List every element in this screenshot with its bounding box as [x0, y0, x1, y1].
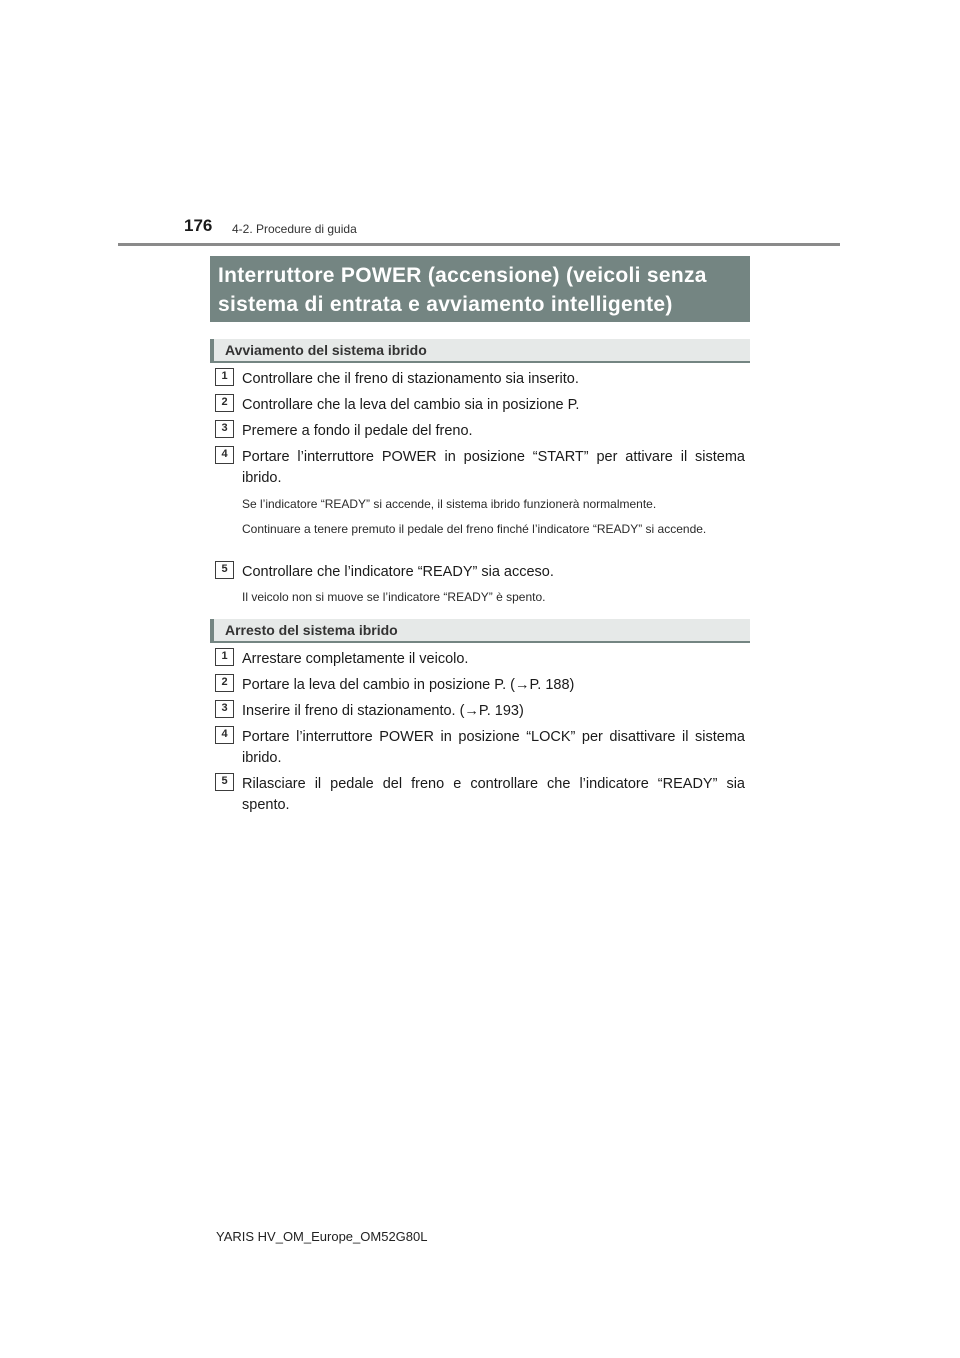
- step-text: Controllare che il freno di stazionamento sia inserito.: [242, 371, 579, 387]
- step-text: Premere a fondo il pedale del freno.: [242, 423, 473, 439]
- step-number-badge: 3: [215, 420, 234, 438]
- start-note-1: Se l’indicatore “READY” si accende, il sistema ibrido funzionerà normalmente.: [242, 497, 657, 511]
- step-number-badge: 4: [215, 726, 234, 744]
- step-number-badge: 3: [215, 700, 234, 718]
- main-title-line-2: sistema di entrata e avviamento intelligente): [218, 293, 673, 316]
- step-number-badge: 5: [215, 561, 234, 579]
- step-text: Controllare che la leva del cambio sia in posizione P.: [242, 397, 580, 413]
- step-number-badge: 5: [215, 773, 234, 791]
- step-text: Inserire il freno di stazionamento. (→P. 193): [242, 703, 524, 719]
- main-title-line-1: Interruttore POWER (accensione) (veicoli senza: [218, 264, 707, 287]
- start-note-2: Continuare a tenere premuto il pedale del freno finché l’indicatore “READY” si accende.: [242, 522, 707, 536]
- step-text: Portare l’interruttore POWER in posizione “LOCK” per disattivare il sistema ibrido.: [242, 729, 745, 766]
- step-number-badge: 1: [215, 368, 234, 386]
- header-rule: [118, 243, 840, 246]
- step-text: Portare l’interruttore POWER in posizione “START” per attivare il sistema ibrido.: [242, 449, 745, 486]
- subheading-start: Avviamento del sistema ibrido: [210, 339, 750, 363]
- subheading-stop: Arresto del sistema ibrido: [210, 619, 750, 643]
- step-number-badge: 4: [215, 446, 234, 464]
- main-title: [210, 256, 750, 322]
- step-number-badge: 2: [215, 394, 234, 412]
- step-text: Arrestare completamente il veicolo.: [242, 651, 469, 667]
- section-reference: 4-2. Procedure di guida: [232, 222, 357, 236]
- step-number-badge: 1: [215, 648, 234, 666]
- step-text: Controllare che l’indicatore “READY” sia acceso.: [242, 564, 554, 580]
- step-number-badge: 2: [215, 674, 234, 692]
- step-text: Portare la leva del cambio in posizione P. (→P. 188): [242, 677, 575, 693]
- step-text: Rilasciare il pedale del freno e controllare che l’indicatore “READY” sia spento.: [242, 776, 745, 813]
- page-number: 176: [184, 216, 213, 235]
- start-note-3: Il veicolo non si muove se l’indicatore “READY” è spento.: [242, 590, 546, 604]
- footer-document-code: YARIS HV_OM_Europe_OM52G80L: [216, 1229, 428, 1244]
